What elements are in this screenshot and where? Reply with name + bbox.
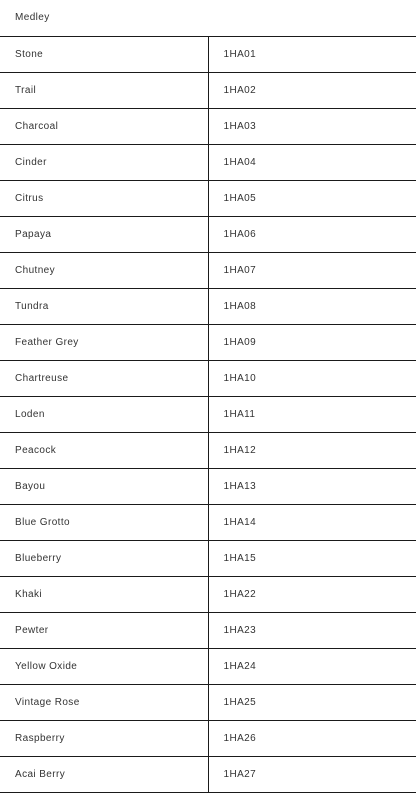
table-row	[0, 576, 416, 612]
color-code-cell: 1HA07	[208, 252, 416, 288]
table-row	[0, 612, 416, 648]
color-code-cell: 1HA23	[208, 612, 416, 648]
table-header-row	[0, 0, 416, 36]
table-row	[0, 144, 416, 180]
color-code-cell: 1HA25	[208, 684, 416, 720]
table-row	[0, 36, 416, 72]
table-row	[0, 72, 416, 108]
color-code-cell: 1HA05	[208, 180, 416, 216]
table-row	[0, 288, 416, 324]
table-title: Medley	[0, 0, 416, 36]
table-body	[0, 36, 416, 792]
table-row	[0, 252, 416, 288]
color-code-cell: 1HA09	[208, 324, 416, 360]
table-row	[0, 504, 416, 540]
color-code-cell: 1HA06	[208, 216, 416, 252]
color-name-cell: Blue Grotto	[0, 504, 208, 540]
color-name-cell: Tundra	[0, 288, 208, 324]
color-name-cell: Feather Grey	[0, 324, 208, 360]
color-code-cell: 1HA02	[208, 72, 416, 108]
table-row	[0, 360, 416, 396]
table-row	[0, 324, 416, 360]
color-code-cell: 1HA11	[208, 396, 416, 432]
color-name-cell: Trail	[0, 72, 208, 108]
color-code-cell: 1HA26	[208, 720, 416, 756]
color-code-cell: 1HA08	[208, 288, 416, 324]
table-row	[0, 684, 416, 720]
color-name-cell: Papaya	[0, 216, 208, 252]
color-name-cell: Blueberry	[0, 540, 208, 576]
color-name-cell: Raspberry	[0, 720, 208, 756]
table-row	[0, 432, 416, 468]
color-name-cell: Yellow Oxide	[0, 648, 208, 684]
table-row	[0, 180, 416, 216]
color-name-cell: Charcoal	[0, 108, 208, 144]
table-row	[0, 216, 416, 252]
color-code-cell: 1HA10	[208, 360, 416, 396]
table-row	[0, 540, 416, 576]
color-code-cell: 1HA03	[208, 108, 416, 144]
color-code-cell: 1HA15	[208, 540, 416, 576]
color-code-cell: 1HA12	[208, 432, 416, 468]
table-row	[0, 468, 416, 504]
color-code-cell: 1HA22	[208, 576, 416, 612]
color-code-cell: 1HA27	[208, 756, 416, 792]
color-name-cell: Citrus	[0, 180, 208, 216]
color-name-cell: Pewter	[0, 612, 208, 648]
color-name-cell: Stone	[0, 36, 208, 72]
color-name-cell: Loden	[0, 396, 208, 432]
color-name-cell: Peacock	[0, 432, 208, 468]
table-row	[0, 648, 416, 684]
color-code-cell: 1HA04	[208, 144, 416, 180]
color-code-cell: 1HA01	[208, 36, 416, 72]
color-code-cell: 1HA24	[208, 648, 416, 684]
color-name-cell: Acai Berry	[0, 756, 208, 792]
table-row	[0, 108, 416, 144]
color-code-cell: 1HA13	[208, 468, 416, 504]
color-name-cell: Bayou	[0, 468, 208, 504]
color-name-cell: Vintage Rose	[0, 684, 208, 720]
color-name-cell: Chutney	[0, 252, 208, 288]
color-name-cell: Chartreuse	[0, 360, 208, 396]
color-name-cell: Khaki	[0, 576, 208, 612]
table-row	[0, 756, 416, 792]
color-code-cell: 1HA14	[208, 504, 416, 540]
table-row	[0, 720, 416, 756]
color-name-cell: Cinder	[0, 144, 208, 180]
table-row	[0, 396, 416, 432]
